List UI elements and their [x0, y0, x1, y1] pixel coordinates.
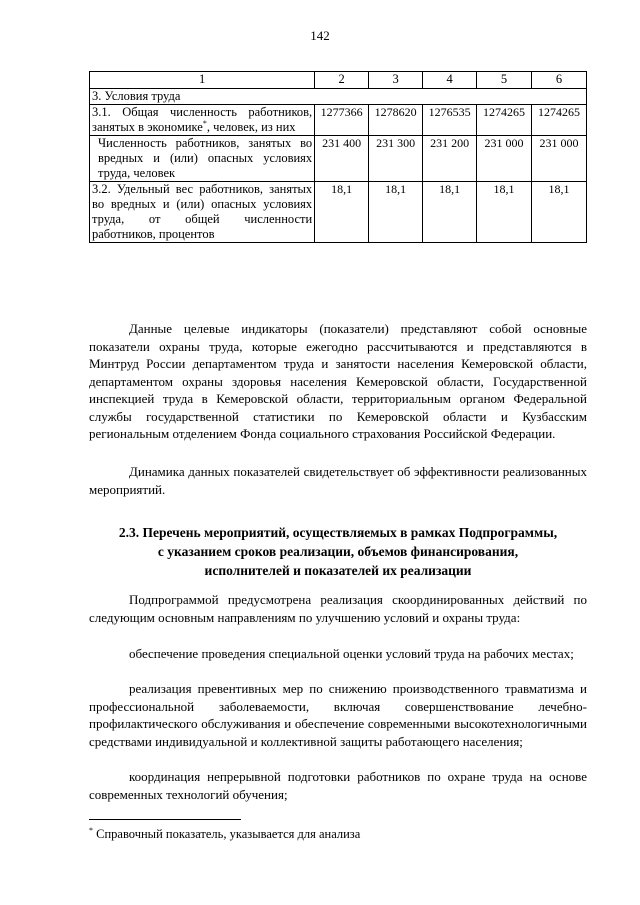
row-label-text: 3.1. Общая численность работников, занятых в экономике: [92, 105, 313, 134]
table-header-cell: 4: [423, 72, 477, 89]
footnote-marker: *: [89, 825, 93, 835]
footnote-divider: [89, 819, 241, 820]
paragraph-indicators: Данные целевые индикаторы (показатели) представляют собой основные показатели охраны труда, которые ежегодно рассчитываются и представляются в Минтруд России департаментом труда и занятости населения Кемеровской области, департаментом охраны здоровья населения Кемеровской области, Государственной инспекцией труда в Кемеровской области, территориальным органом Федеральной службы государственной статистики по Кемеровской области и Кузбасским региональным отделением Фонда социального страхования Российской Федерации.: [89, 321, 587, 441]
table-cell: 231 400: [315, 136, 369, 182]
section-heading: [89, 523, 587, 580]
paragraph-dynamics: Динамика данных показателей свидетельствует об эффективности реализованных мероприятий.: [89, 464, 587, 497]
table-cell: 18,1: [532, 182, 587, 243]
table-cell: 1278620: [369, 105, 423, 136]
table-header-row: [90, 72, 587, 89]
table-cell: 18,1: [423, 182, 477, 243]
table-cell: 1274265: [477, 105, 532, 136]
table-cell: 231 300: [369, 136, 423, 182]
table-cell: 1274265: [532, 105, 587, 136]
table-row: [90, 105, 587, 136]
heading-line: исполнителей и показателей их реализации: [204, 563, 472, 578]
table-row-label: Численность работников, занятых во вредных и (или) опасных условиях труда, человек: [90, 136, 315, 182]
footnote: [89, 827, 360, 842]
table-cell: 231 200: [423, 136, 477, 182]
list-item: реализация превентивных мер по снижению производственного травматизма и профессиональной заболеваемости, включая совершенствование лечебно-профилактического обслуживания и обеспечение современными высокотехнологичными средствами индивидуальной и коллективной защиты работающего населения;: [89, 681, 587, 749]
table-cell: 18,1: [477, 182, 532, 243]
heading-line: с указанием сроков реализации, объемов финансирования,: [157, 544, 519, 559]
table-header-cell: 5: [477, 72, 532, 89]
table-section-row: [90, 89, 587, 105]
table-row-label: [90, 105, 315, 136]
table-cell: 1276535: [423, 105, 477, 136]
paragraph-subprogram: Подпрограммой предусмотрена реализация скоординированных действий по следующим основным направлениям по улучшению условий и охраны труда:: [89, 592, 587, 625]
table-section-label: 3. Условия труда: [90, 89, 587, 105]
list-item: обеспечение проведения специальной оценки условий труда на рабочих местах;: [129, 646, 574, 661]
heading-line: 2.3. Перечень мероприятий, осуществляемых в рамках Подпрограммы,: [118, 525, 558, 540]
table-cell: 231 000: [477, 136, 532, 182]
table-row-label: 3.2. Удельный вес работников, занятых во вредных и (или) опасных условиях труда, от общей численности работников, процентов: [90, 182, 315, 243]
table-row: [90, 182, 587, 243]
indicators-table: [89, 71, 587, 243]
footnote-text: Справочный показатель, указывается для анализа: [93, 827, 361, 841]
row-label-suffix: , человек, из них: [206, 120, 296, 134]
table-cell: 1277366: [315, 105, 369, 136]
table-cell: 18,1: [369, 182, 423, 243]
footnote-marker: *: [202, 118, 207, 128]
table-cell: 18,1: [315, 182, 369, 243]
table-header-cell: 2: [315, 72, 369, 89]
table-header-cell: 3: [369, 72, 423, 89]
list-item: координация непрерывной подготовки работников по охране труда на основе современных технологий обучения;: [89, 769, 587, 802]
table-row: [90, 136, 587, 182]
table-cell: 231 000: [532, 136, 587, 182]
table-header-cell: 1: [90, 72, 315, 89]
page-number: 142: [310, 28, 330, 43]
table-header-cell: 6: [532, 72, 587, 89]
